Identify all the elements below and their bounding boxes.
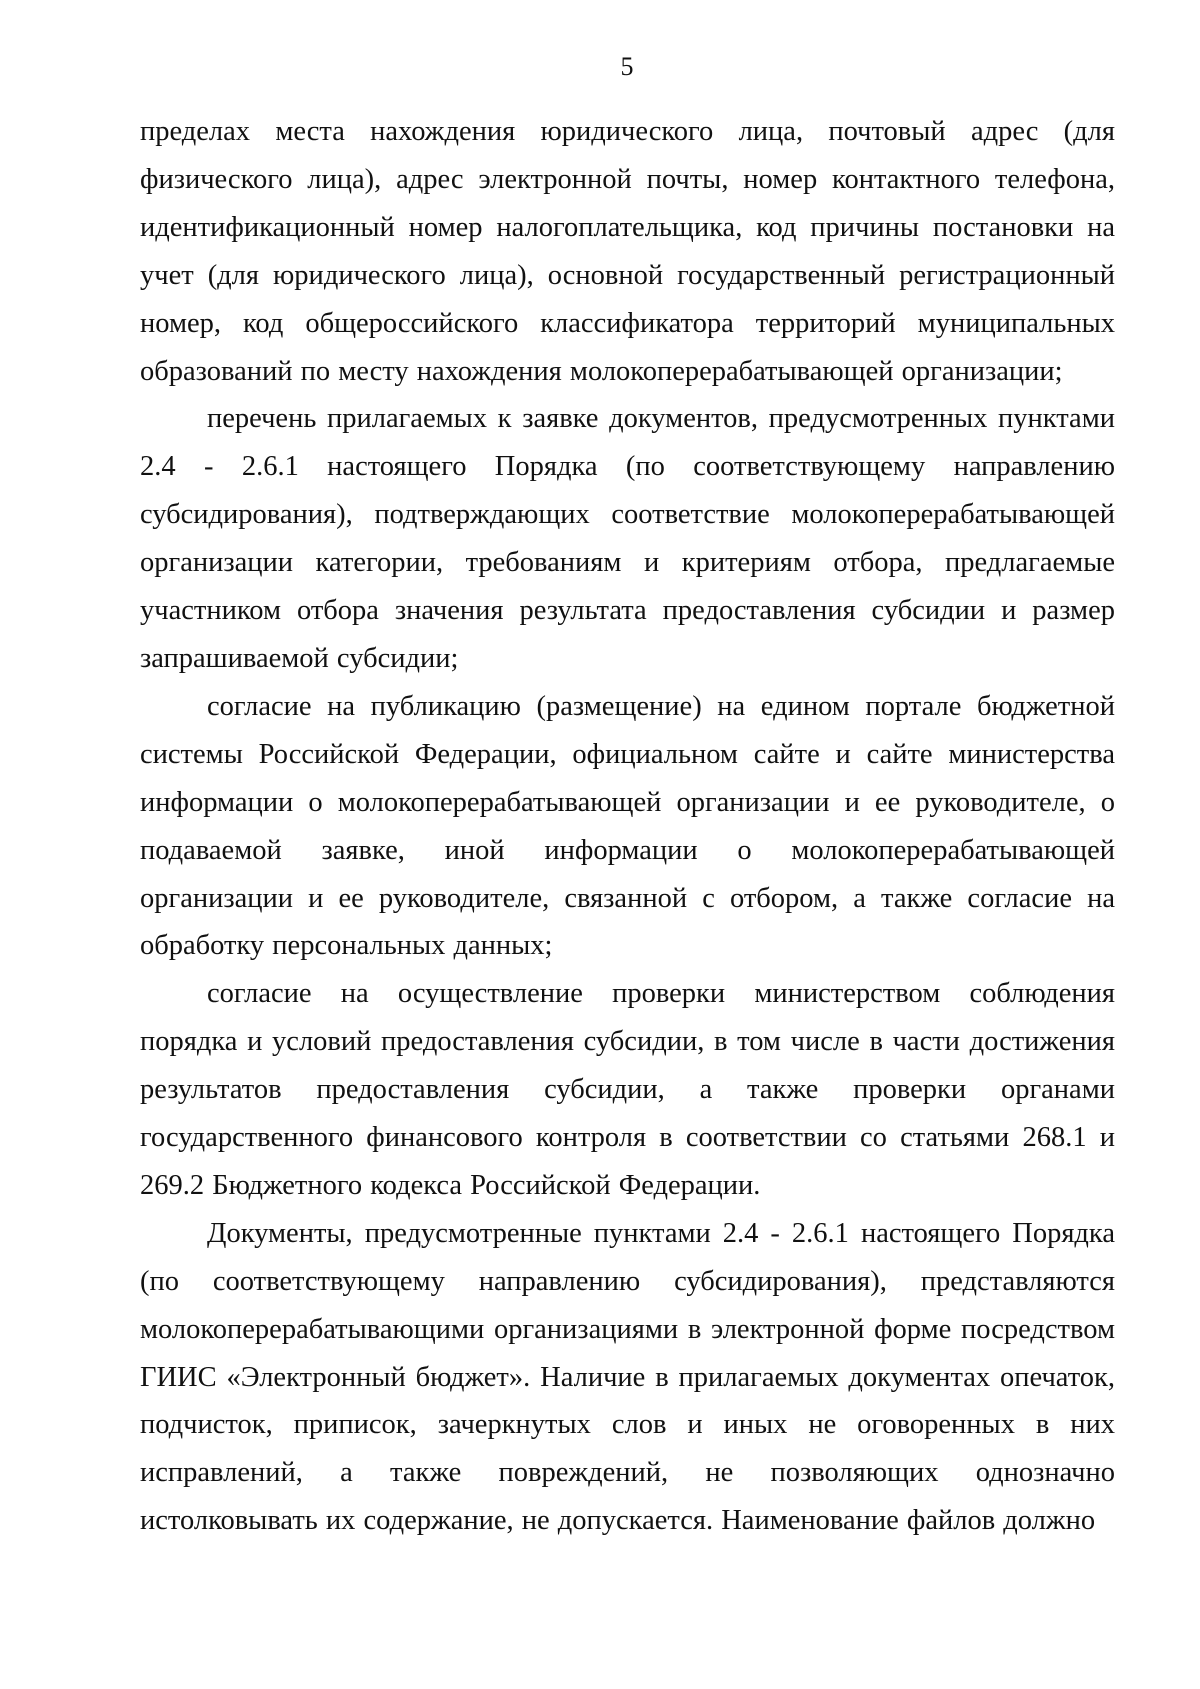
page-number: 5: [620, 52, 634, 81]
paragraph-inspection-consent: согласие на осуществление проверки министерством соблюдения порядка и условий предоставления субсидии, в том числе в части достижения результатов предоставления субсидии, а также проверки органами государственного финансового контроля в соответствии со статьями 268.1 и 269.2 Бюджетного кодекса Российской Федерации.: [140, 978, 1115, 1201]
document-body: [140, 108, 1115, 1545]
paragraph-publication-consent: согласие на публикацию (размещение) на едином портале бюджетной системы Российской Федерации, официальном сайте и сайте министерства информации о молокоперерабатывающей организации и ее руководителе, о подаваемой заявке, иной информации о молокоперерабатывающей организации и ее руководителе, связанной с отбором, а также согласие на обработку персональных данных;: [140, 690, 1115, 962]
paragraph-applicant-details: пределах места нахождения юридического лица, почтовый адрес (для физического лица), адрес электронной почты, номер контактного телефона, идентификационный номер налогоплательщика, код причины постановки на учет (для юридического лица), основной государственный регистрационный номер, код общероссийского классификатора территорий муниципальных образований по месту нахождения молокоперерабатывающей организации;: [140, 116, 1115, 387]
paragraph-document-list: перечень прилагаемых к заявке документов, предусмотренных пунктами 2.4 - 2.6.1 настоящего Порядка (по соответствующему направлению субсидирования), подтверждающих соответствие молокоперерабатывающей организации категории, требованиям и критериям отбора, предлагаемые участником отбора значения результата предоставления субсидии и размер запрашиваемой субсидии;: [140, 403, 1115, 674]
paragraph-document-submission: Документы, предусмотренные пунктами 2.4 - 2.6.1 настоящего Порядка (по соответствующему направлению субсидирования), представляются молокоперерабатывающими организациями в электронной форме посредством ГИИС «Электронный бюджет». Наличие в прилагаемых документах опечаток, подчисток, приписок, зачеркнутых слов и иных не оговоренных в них исправлений, а также повреждений, не позволяющих однозначно истолковывать их содержание, не допускается. Наименование файлов должно: [140, 1217, 1115, 1537]
